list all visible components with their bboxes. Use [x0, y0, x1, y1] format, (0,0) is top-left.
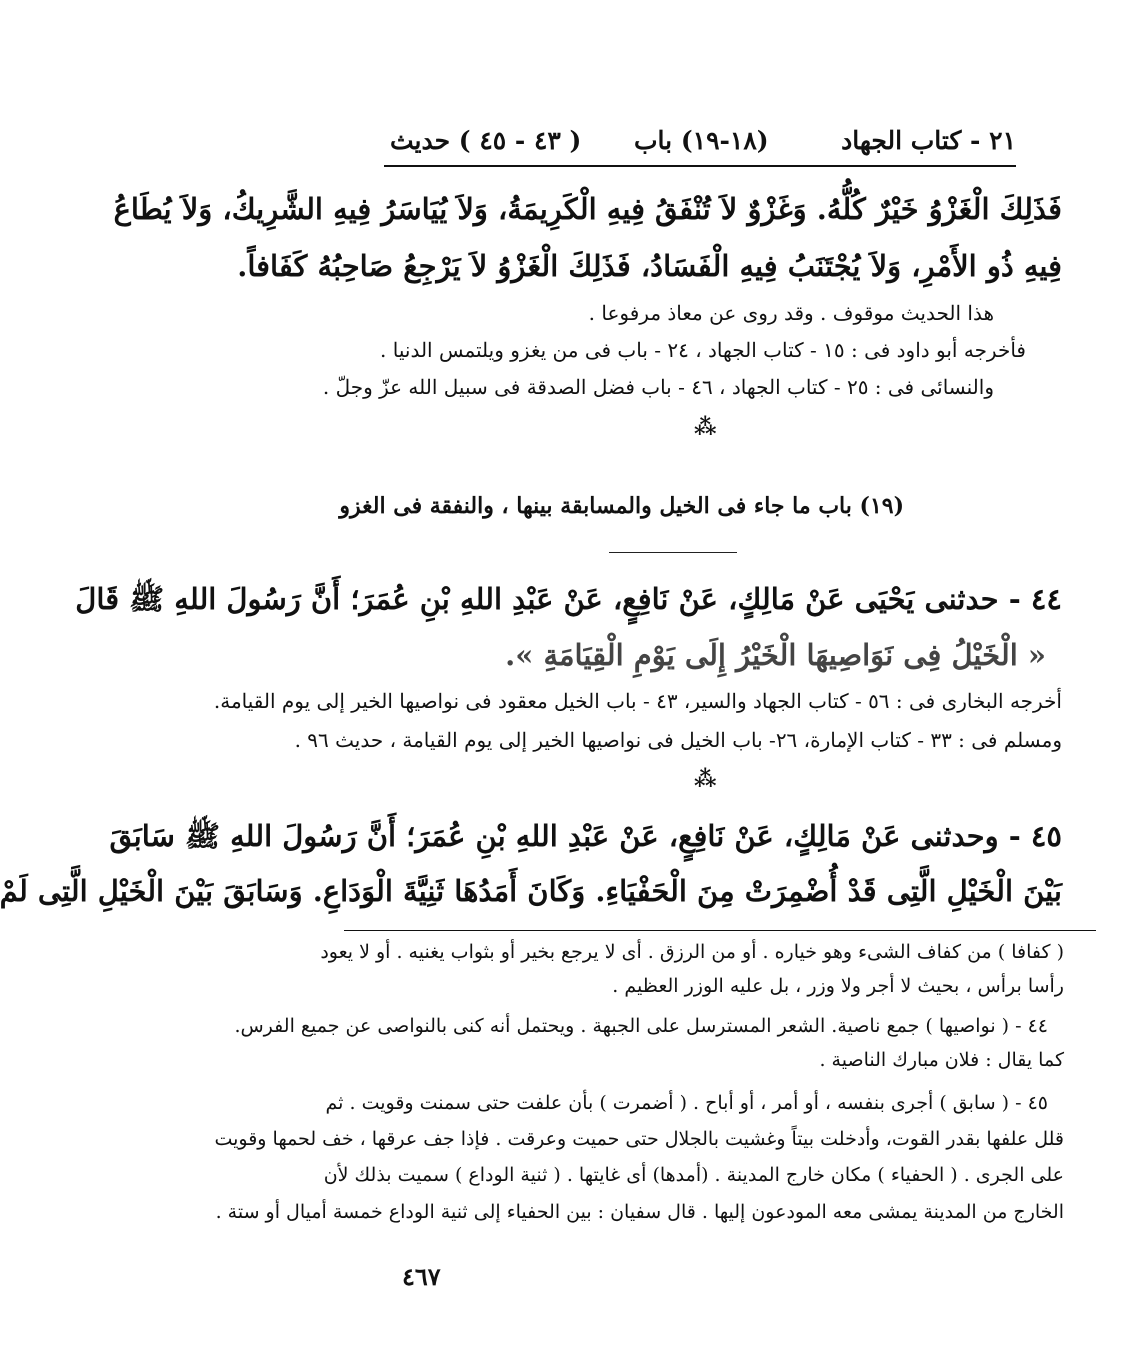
hadith44-line2: « الْخَيْلُ فِى نَوَاصِيهَا الْخَيْرُ إِلَى يَوْمِ الْقِيَامَةِ ».	[505, 638, 1046, 672]
header-rule	[384, 165, 1016, 167]
footnote44-line2: كما يقال : فلان مبارك الناصية .	[819, 1049, 1064, 1071]
footnote-rule	[344, 930, 1096, 931]
note44-line1: أخرجه البخارى فى : ٥٦ - كتاب الجهاد والسير، ٤٣ - باب الخيل معقود فى نواصيها الخير إلى يوم القيامة.	[213, 689, 1062, 713]
note44-line2: ومسلم فى : ٣٣ - كتاب الإمارة، ٢٦- باب الخيل فى نواصيها الخير إلى يوم القيامة ، حديث ٩٦ .	[294, 728, 1062, 752]
footnote-kafafan-line1: ( كفافا ) من كفاف الشىء وهو خياره . أو من الرزق . أى لا يرجع بخير أو بثواب يغنيه . أو لا يعود	[320, 941, 1064, 963]
hadith44-line1: ٤٤ - حدثنى يَحْيَى عَنْ مَالِكٍ، عَنْ نَافِعٍ، عَنْ عَبْدِ اللهِ بْنِ عُمَرَ؛ أَنَّ رَسُولَ اللهِ ﷺ قَالَ	[75, 582, 1062, 616]
note43-line2: فأخرجه أبو داود فى : ١٥ - كتاب الجهاد ، ٢٤ - باب فى من يغزو ويلتمس الدنيا .	[380, 338, 1026, 362]
hadith43-line2: فِيهِ ذُو الأَمْرِ، وَلاَ يُجْتَنَبُ فِيهِ الْفَسَادُ، فَذَلِكَ الْغَزْوُ لاَ يَرْجِعُ صَاحِبُهُ كَفَافاً.	[237, 249, 1062, 283]
footnote45-line2: قلل علفها بقدر القوت، وأدخلت بيتاً وغشيت بالجلال حتى حميت وعرقت . فإذا جف عرقها ، خف لحمها وقويت	[214, 1128, 1064, 1150]
header-hadith-range: ( ٤٣ - ٤٥ ) حديث	[390, 126, 582, 155]
header-chapter: ٢١ - كتاب الجهاد	[841, 126, 1016, 155]
footnote45-line4: الخارج من المدينة يمشى معه المودعون إليها . قال سفيان : بين الحفياء إلى ثنية الوداع خمسة أميال أو ستة .	[215, 1201, 1064, 1223]
separator-stars-1: ⁂	[694, 414, 721, 440]
footnote45-line3: على الجرى . ( الحفياء ) مكان خارج المدينة . (أمدها) أى غايتها . ( ثنية الوداع ) سميت بذلك لأن	[323, 1164, 1064, 1186]
footnote44-line1: ٤٤ - ( نواصيها ) جمع ناصية. الشعر المسترسل على الجبهة . ويحتمل أنه كنى بالنواصى عن جميع الفرس.	[234, 1015, 1048, 1037]
note43-line3: والنسائى فى : ٢٥ - كتاب الجهاد ، ٤٦ - باب فضل الصدقة فى سبيل الله عزّ وجلّ .	[322, 375, 994, 399]
footnote45-line1: ٤٥ - ( سابق ) أجرى بنفسه ، أو أمر ، أو أباح . ( أضمرت ) بأن علفت حتى سمنت وقويت . ثم	[325, 1092, 1048, 1114]
hadith45-line2: بَيْنَ الْخَيْلِ الَّتِى قَدْ أُضْمِرَتْ مِنَ الْحَفْيَاءِ. وَكَانَ أَمَدُهَا ثَنِيَّةَ الْوَدَاعِ. وَسَابَقَ بَيْنَ الْخَيْلِ الَّتِى لَمْ	[0, 874, 1062, 908]
page-number: ٤٦٧	[402, 1262, 441, 1291]
footnote-kafafan-line2: رأسا برأس ، بحيث لا أجر ولا وزر ، بل عليه الوزر العظيم .	[612, 975, 1064, 997]
hadith45-line1: ٤٥ - وحدثنى عَنْ مَالِكٍ، عَنْ نَافِعٍ، عَنْ عَبْدِ اللهِ بْنِ عُمَرَ؛ أَنَّ رَسُولَ اللهِ ﷺ سَابَقَ	[109, 819, 1062, 853]
header-bab: (١٨-١٩) باب	[634, 126, 769, 155]
note43-line1: هذا الحديث موقوف . وقد روى عن معاذ مرفوعا .	[588, 301, 994, 325]
chapter-rule	[609, 552, 737, 553]
separator-stars-2: ⁂	[694, 766, 721, 792]
chapter-title: (١٩) باب ما جاء فى الخيل والمسابقة بينها ، والنفقة فى الغزو	[339, 493, 904, 519]
hadith43-line1: فَذَلِكَ الْغَزْوُ خَيْرٌ كُلُّهُ. وَغَزْوٌ لاَ تُنْفَقُ فِيهِ الْكَرِيمَةُ، وَلاَ يُيَاسَرُ فِيهِ الشَّرِيكُ، وَلاَ يُطَاعُ	[113, 192, 1062, 226]
